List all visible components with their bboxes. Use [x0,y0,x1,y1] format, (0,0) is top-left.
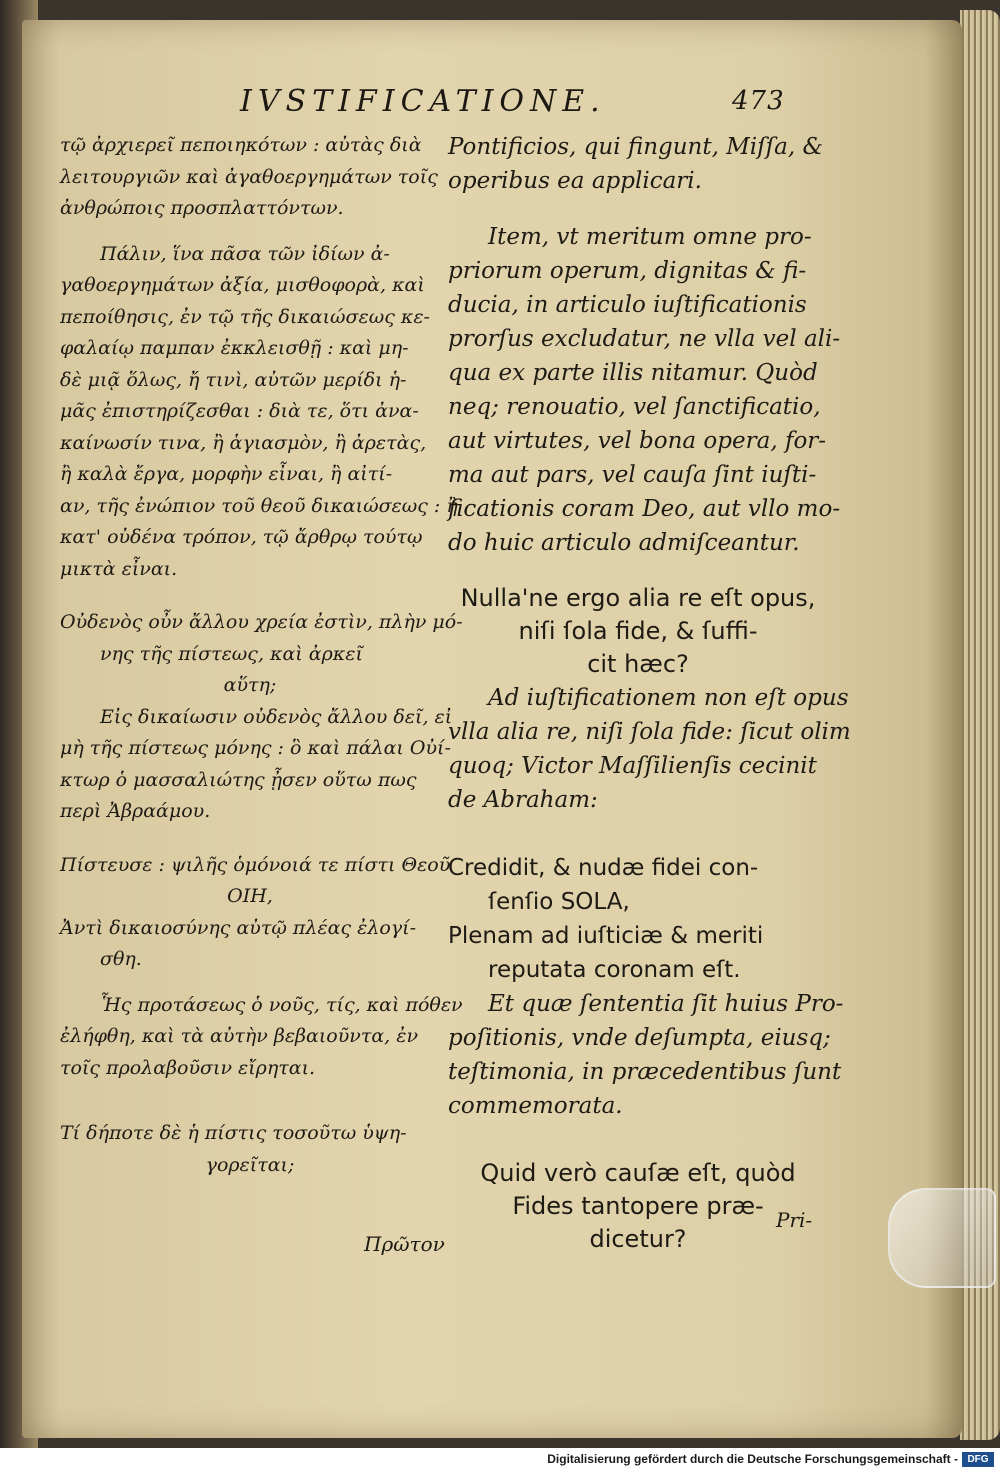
text-line: Ἧς προτάσεως ὁ νοῦς, τίς, καὶ πόθεν [100,993,463,1016]
latin-block-2 [448,220,841,560]
text-line: cit hæc? [587,650,689,678]
greek-block-1 [60,130,440,225]
text-line: Nulla'ne ergo alia re eſt opus, [460,584,816,612]
footer-bar [0,1448,1000,1472]
text-line: dicetur? [589,1225,687,1253]
text-line: Εἰς δικαίωσιν οὐδενὸς ἄλλου δεῖ, εἰ [100,705,453,728]
text-line: γαθοεργημάτων ἀξία, μισθοφορὰ, καὶ [60,274,425,296]
catchword-right: Pri- [776,1208,813,1232]
latin-block-3 [448,987,844,1123]
latin-question-1 [448,582,828,681]
text-line: καίνωσίν τινα, ἢ ἁγιασμὸν, ἢ ἀρετὰς, [60,431,427,454]
text-line: ἐλήφθη, καὶ τὰ αὐτὴν βεβαιοῦντα, ἐν [60,1025,419,1047]
text-line: γορεῖται; [205,1153,295,1176]
text-line: μὴ τῆς πίστεως μόνης : ὃ καὶ πάλαι Οὐί- [60,737,451,759]
text-line: Οὐδενὸς οὖν ἄλλου χρεία ἐστὶν, πλὴν μό- [60,611,463,633]
text-line: κατ' οὐδένα τρόπον, τῷ ἄρθρῳ τούτῳ [60,526,423,548]
text-line: περὶ Ἀβραάμου. [60,800,211,822]
text-line: κτωρ ὁ μασσαλιώτης ᾖσεν οὕτω πως [60,768,417,791]
text-line: ΟΙΗ, [227,885,273,907]
greek-block-3 [60,990,463,1085]
text-line: ἀνθρώποις προσπλαττόντων. [60,197,344,219]
text-line: λειτουργιῶν καὶ ἀγαθοεργημάτων τοῖς [60,165,438,188]
text-line: niſi ſola fide, & ſuffi- [518,617,758,645]
page-number: 473 [732,86,785,116]
text-line: νης τῆς πίστεως, καὶ ἀρκεῖ [100,642,363,665]
text-line: commemorata. [448,1093,623,1119]
text-line: ducia, in articulo iuſtificationis [448,292,807,318]
greek-verse [60,850,451,976]
text-line: τοῖς προλαβοῦσιν εἴρηται. [60,1056,316,1079]
right-column-latin [448,130,851,1256]
text-line: ma aut pars, vel cauſa ſint iuſti- [448,462,817,488]
text-line: Credidit, & nudæ fidei con- [448,855,759,881]
text-line: Plenam ad iuſticiæ & meriti [448,923,764,949]
text-line: τῷ ἀρχιερεῖ πεποιηκότων : αὐτὰς διὰ [60,134,422,156]
text-line: δὲ μιᾷ ὅλως, ἤ τινὶ, αὐτῶν μερίδι ἡ- [60,368,407,391]
text-line: φαλαίῳ παμπαν ἐκκλεισθῇ : καὶ μη- [60,337,409,359]
text-line: Ἀντὶ δικαιοσύνης αὐτῷ πλέας ἐλογί- [60,916,417,939]
latin-block-1 [448,130,828,198]
text-line: αὕτη; [223,674,277,696]
text-line: μᾶς ἐπιστηρίζεσθαι : διὰ τε, ὅτι ἀνα- [60,400,419,422]
dfg-logo: DFG [962,1452,994,1467]
greek-answer-1 [60,702,453,828]
latin-answer-1 [448,681,851,817]
text-line: reputata coronam eſt. [488,957,741,983]
text-line: ſenſio SOLA, [488,889,630,915]
left-column-greek [60,130,463,1181]
text-line: Et quæ ſententia ſit huius Pro- [488,991,844,1017]
funding-credit: Digitalisierung gefördert durch die Deutsche Forschungsgemeinschaft - [547,1452,958,1466]
text-line: Pontificios, qui fingunt, Miſſa, & [448,134,823,160]
text-line: priorum operum, dignitas & fi- [448,258,807,284]
text-line: prorſus excludatur, ne vlla vel ali- [448,326,841,352]
text-line: vlla alia re, niſi ſola fide: ſicut olim [448,719,851,745]
greek-question-1 [60,607,463,702]
text-line: aut virtutes, vel bona opera, for- [448,428,827,454]
text-line: Ad iuſtificationem non eſt opus [488,685,849,711]
running-head: IVSTIFICATIONE. [240,84,606,119]
text-line: ficationis coram Deo, aut vllo mo- [448,496,841,522]
text-line: do huic articulo admiſceantur. [448,530,800,556]
text-line: Τί δήποτε δὲ ἡ πίστις τοσοῦτω ὑψη- [60,1122,407,1144]
text-line: Πίστευσε : ψιλῆς ὁμόνοιά τε πίστι Θεοῦ [60,853,451,876]
text-line: μικτὰ εἶναι. [60,557,178,580]
catchword-left: Πρῶτον [364,1232,445,1256]
latin-verse [448,851,828,987]
text-line: πεποίθησις, ἐν τῷ τῆς δικαιώσεως κε- [60,305,430,328]
text-line: quoq; Victor Maſſilienſis cecinit [448,753,817,779]
text-line: Fides tantopere præ- [512,1192,764,1220]
latin-question-2 [448,1157,828,1256]
page-clip [888,1188,996,1288]
text-line: qua ex parte illis nitamur. Quòd [448,360,818,386]
text-line: αν, τῆς ἐνώπιον τοῦ θεοῦ δικαιώσεως : ἢ [60,494,458,517]
text-line: ἢ καλὰ ἔργα, μορφὴν εἶναι, ἢ αἰτί- [60,463,393,485]
text-line: poſitionis, vnde deſumpta, eiusq; [448,1025,831,1051]
text-line: operibus ea applicari. [448,168,702,194]
text-line: neq; renouatio, vel ſanctificatio, [448,394,821,420]
text-line: Quid verò cauſæ eſt, quòd [480,1159,796,1187]
greek-question-2 [60,1118,440,1181]
text-line: Πάλιν, ἵνα πᾶσα τῶν ἰδίων ἀ- [100,242,390,265]
text-line: Item, vt meritum omne pro- [488,224,812,250]
text-line: teſtimonia, in præcedentibus ſunt [448,1059,842,1085]
text-line: de Abraham: [448,787,598,813]
text-line: σθη. [100,948,142,970]
greek-block-2 [60,239,458,586]
